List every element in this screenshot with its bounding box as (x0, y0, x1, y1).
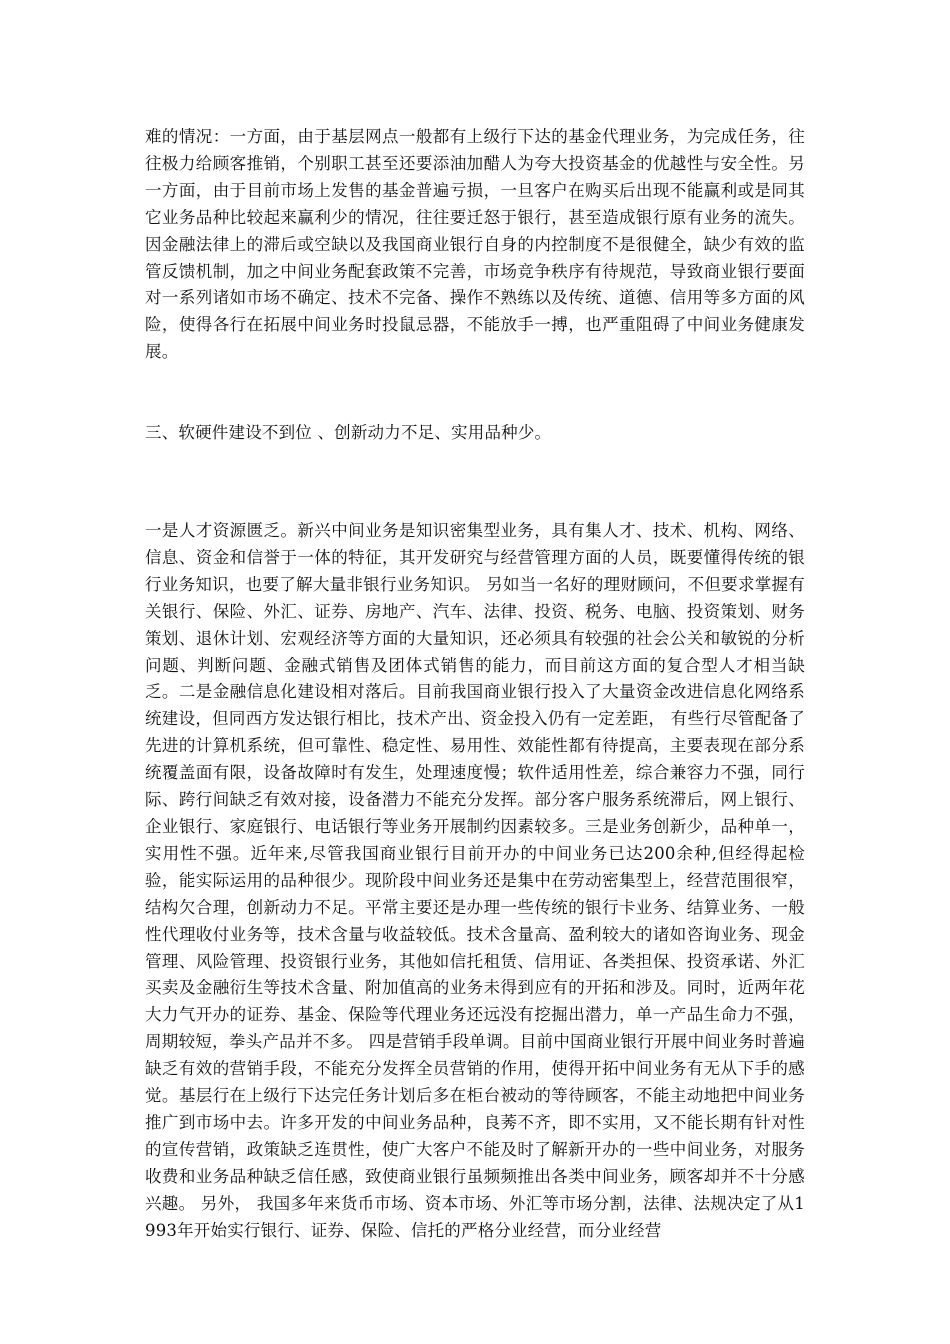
paragraph-section-3-body: 一是人才资源匮乏。新兴中间业务是知识密集型业务，具有集人才、技术、机构、网络、信息、资金和信誉于一体的特征，其开发研究与经营管理方面的人员，既要懂得传统的银行业务知识，也要了解大量非银行业务知识。 另如当一名好的理财顾问，不但要求掌握有关银行、保险、外汇、证券、房地产、汽车、法律、投资、税务、电脑、投资策划、财务策划、退休计划、宏观经济等方面的大量知识，还必须具有较强的社会公关和敏锐的分析问题、判断问题、金融式销售及团体式销售的能力，而目前这方面的复合型人才相当缺乏。二是金融信息化建设相对落后。目前我国商业银行投入了大量资金改进信息化网络系统建设，但同西方发达银行相比，技术产出、资金投入仍有一定差距， 有些行尽管配备了先进的计算机系统，但可靠性、稳定性、易用性、效能性都有待提高，主要表现在部分系统覆盖面有限，设备故障时有发生，处理速度慢；软件适用性差，综合兼容力不强，同行际、跨行间缺乏有效对接，设备潜力不能充分发挥。部分客户服务系统滞后，网上银行、企业银行、家庭银行、电话银行等业务开展制约因素较多。三是业务创新少，品种单一，实用性不强。近年来,尽管我国商业银行目前开办的中间业务已达200余种,但经得起检验，能实际运用的品种很少。现阶段中间业务还是集中在劳动密集型上，经营范围很窄，结构欠合理，创新动力不足。平常主要还是办理一些传统的银行卡业务、结算业务、一般性代理收付业务等，技术含量与收益较低。技术含量高、盈利较大的诸如咨询业务、现金管理、风险管理、投资银行业务，其他如信托租赁、信用证、各类担保、投资承诺、外汇买卖及金融衍生等技术含量、附加值高的业务未得到应有的开拓和涉及。同时，近两年花大力气开办的证券、基金、保险等代理业务还远没有挖掘出潜力，单一产品生命力不强，周期较短，拳头产品并不多。 四是营销手段单调。目前中国商业银行开展中间业务时普遍缺乏有效的营销手段，不能充分发挥全员营销的作用，使得开拓中间业务有无从下手的感觉。基层行在上级行下达完任务计划后多在柜台被动的等待顾客，不能主动地把中间业务推广到市场中去。许多开发的中间业务品种，良莠不齐，即不实用，又不能长期有针对性的宣传营销，政策缺乏连贯性，使广大客户不能及时了解新开办的一些中间业务，对服务收费和业务品种缺乏信任感，致使商业银行虽频频推出各类中间业务，顾客却并不十分感兴趣。 另外， 我国多年来货币市场、资本市场、外汇等市场分割，法律、法规决定了从1993年开始实行银行、证券、保险、信托的严格分业经营，而分业经营 (145, 521, 805, 1240)
paragraph-risk-situation: 难的情况：一方面，由于基层网点一般都有上级行下达的基金代理业务，为完成任务，往往极力给顾客推销，个别职工甚至还要添油加醋人为夸大投资基金的优越性与安全性。另一方面，由于目前市场上发售的基金普遍亏损，一旦客户在购买后出现不能赢利或是同其它业务品种比较起来赢利少的情况，往往要迁怒于银行，甚至造成银行原有业务的流失。因金融法律上的滞后或空缺以及我国商业银行自身的内控制度不是很健全，缺少有效的监管反馈机制，加之中间业务配套政策不完善，市场竞争秩序有待规范，导致商业银行要面对一系列诸如市场不确定、技术不完备、操作不熟练以及传统、道德、信用等多方面的风险，使得各行在拓展中间业务时投鼠忌器，不能放手一搏，也严重阻碍了中间业务健康发展。 (145, 127, 805, 362)
section-heading-3: 三、软硬件建设不到位 、创新动力不足、实用品种少。 (145, 423, 552, 442)
